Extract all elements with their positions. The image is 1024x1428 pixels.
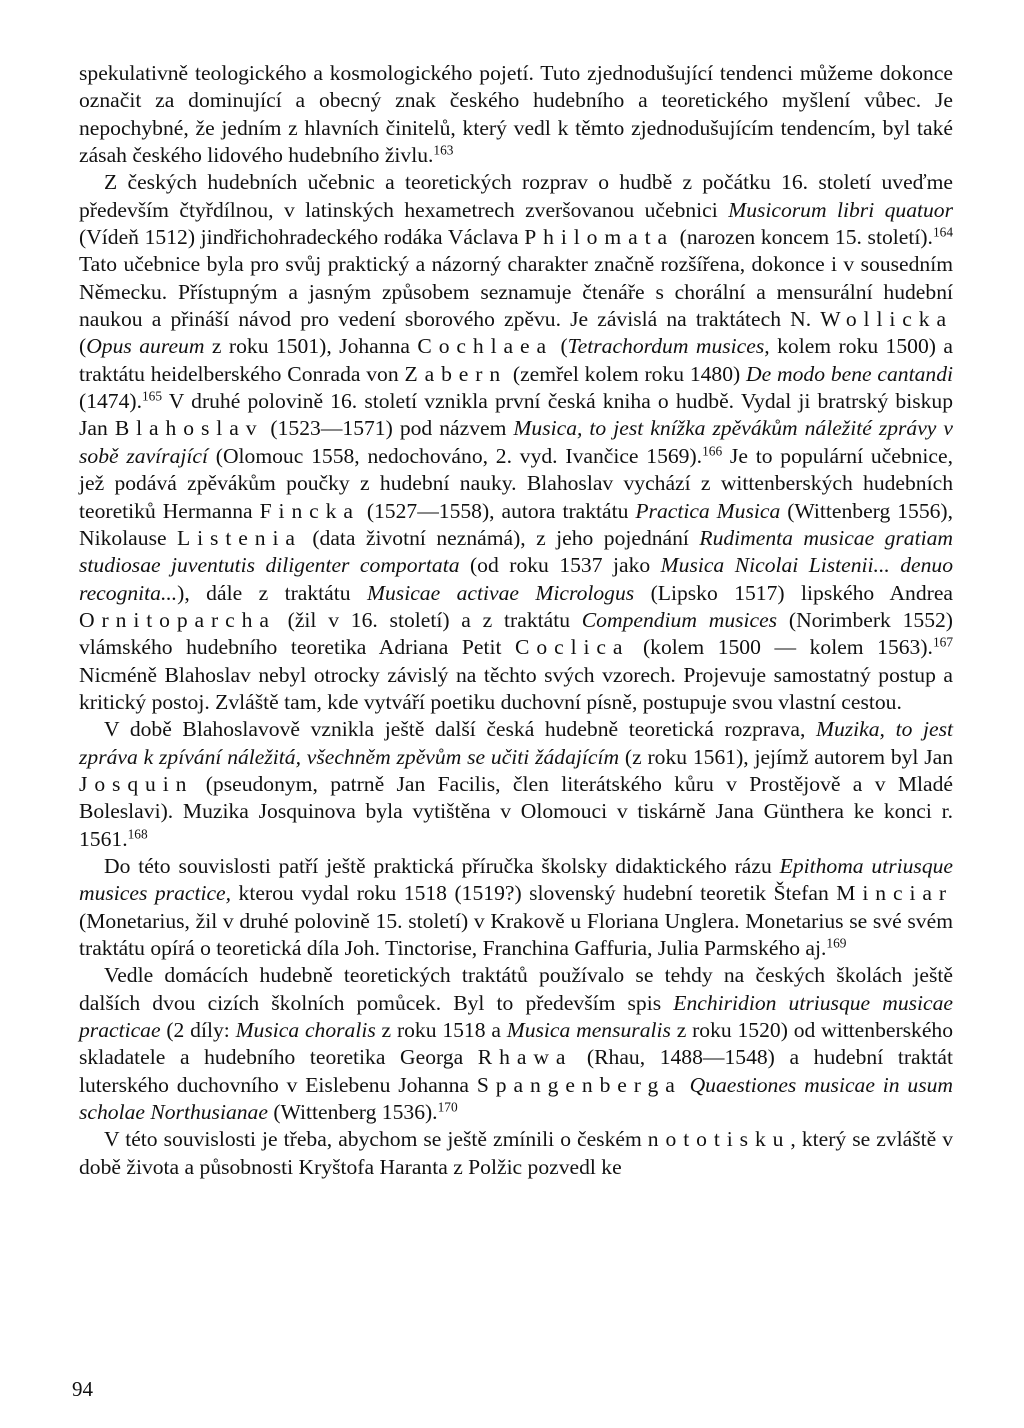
footnote-ref: 165 [141, 388, 163, 404]
text-run: (1527—1558), autora traktátu [359, 498, 636, 523]
text-run: (z roku 1561), jejímž autorem byl Jan [619, 744, 954, 769]
spaced-name: Wollicka [820, 307, 953, 332]
text-run: kolem roku 1500) a traktátu heidelberského Conrada von [79, 334, 953, 386]
text-run: (Wittenberg 1556), Nikolause [79, 498, 954, 550]
text-run: V době Blahoslavově vznikla ještě další česká hudebně teoretická rozprava, [104, 717, 816, 742]
footnote-ref: 167 [932, 634, 953, 650]
italic-title: De modo bene cantandi [746, 361, 953, 386]
spaced-name: Coclica [515, 635, 630, 660]
spaced-name: Zabern [404, 361, 508, 386]
text-run: Nicméně Blahoslav nebyl otrocky závislý na těchto svých vzorech. Projevuje samostatný postup a kritický postoj. Zvláště tam, kde vytváří poetiku duchovní písně, postupuje svou vlastní cestou. [79, 662, 953, 714]
spaced-name: Josquin [79, 771, 194, 796]
italic-title: Musica Nicolai Listenii... denuo recognita... [79, 553, 954, 605]
italic-title: Musicorum libri quatuor [728, 197, 953, 222]
italic-title: Opus aureum [86, 334, 205, 359]
text-run: , který se zvláště v době života a působnosti Kryštofa Haranta z Polžic pozvedl ke [79, 1127, 953, 1179]
spaced-name: Listenia [177, 525, 302, 550]
text-run: (Olomouc 1558, nedochováno, 2. vyd. Ivančice 1569). [207, 443, 703, 468]
spaced-name: Fincka [259, 498, 360, 523]
text-run: (zemřel kolem roku 1480) [507, 361, 747, 386]
paragraph [79, 60, 953, 169]
text-run: (Vídeň 1512) jindřichohradeckého rodáka Václava [79, 225, 525, 250]
text-run: Do této souvislosti patří ještě praktická příručka školsky didaktického rázu [104, 853, 780, 878]
spaced-name: Philomata [524, 225, 675, 250]
text-run: ( [79, 334, 87, 359]
text-run: Je to populární učebnice, jež podává zpěvákům poučky z hudební nauky. Blahoslav vychází z wittenberských hudebních teoretiků Hermanna [79, 443, 953, 523]
text-run: V této souvislosti je třeba, abychom se ještě zmínili o českém [104, 1127, 648, 1152]
italic-title: Practica Musica [635, 498, 781, 523]
italic-title: Rudimenta musicae gratiam studiosae juventutis diligenter comportata [79, 525, 953, 578]
text-run: (Norimberk 1552) vlámského hudebního teoretika Adriana Petit [79, 607, 953, 660]
text-run: ( [553, 334, 568, 359]
text-run: ), dále z traktátu [177, 580, 368, 605]
footnote-ref: 164 [932, 224, 953, 240]
italic-title: Musicae activae Micrologus [367, 580, 635, 605]
paragraph [79, 169, 953, 716]
paragraph [79, 716, 953, 853]
spaced-name: Minciar [836, 881, 953, 906]
italic-title: Compendium musices [581, 607, 778, 632]
text-run: (1523—1571) pod názvem [263, 416, 514, 441]
text-run: (žil v 16. století) a z traktátu [275, 607, 582, 632]
italic-title: Quaestiones musicae in usum scholae Northusianae [79, 1072, 953, 1125]
text-run: spekulativně teologického a kosmologického pojetí. Tuto zjednodušující tendenci můžeme dokonce označit za dominující a obecný znak českého hudebního a teoretického myšlení vůbec. Je nepochybné, že jedním z hlavních činitelů, který vedl k těmto zjednodušujícím tendencím, byl také zásah českého lidového hudebního živlu. [79, 61, 953, 168]
paragraph [79, 962, 953, 1126]
text-run: V druhé polovině 16. století vznikla první česká kniha o hudbě. Vydal ji bratrský biskup Jan [79, 389, 953, 441]
italic-title: Musica mensuralis [506, 1018, 671, 1043]
spaced-name: Rhawa [477, 1045, 573, 1070]
body-text [79, 60, 953, 1181]
text-run: z roku 1520) od wittenberského skladatele a hudebního teoretika Georga [79, 1018, 954, 1070]
footnote-ref: 170 [437, 1099, 458, 1115]
spaced-name: Ornitoparcha [79, 607, 276, 632]
text-run: (2 díly: [160, 1018, 236, 1043]
text-run: kterou vydal roku 1518 (1519?) slovenský hudební teoretik Štefan [231, 881, 837, 906]
footnote-ref: 169 [826, 935, 847, 951]
text-run: (1474). [79, 389, 142, 414]
text-run: (kolem 1500 — kolem 1563). [629, 635, 933, 660]
text-run [682, 1073, 690, 1097]
text-run: Tato učebnice byla pro svůj praktický a názorný charakter značně rozšířena, dokonce i v sousedním Německu. Přístupným a jasným způsobem seznamuje čtenáře s chorální a mensurální hudební naukou a přináší návod pro vedení sborového zpěvu. Je závislá na traktátech N. [79, 252, 953, 332]
italic-title: Enchiridion utriusque musicae practicae [79, 990, 954, 1043]
paragraph [79, 853, 953, 962]
footnote-ref: 166 [702, 443, 723, 459]
text-run: (Monetarius, žil v druhé polovině 15. století) v Krakově u Floriana Unglera. Monetarius se své svém traktátu opírá o teoretická díla Joh. Tinctorise, Franchina Gaffuria, Julia Parmského aj. [79, 908, 953, 960]
text-run: (data životní neznámá), z jeho pojednání [301, 525, 700, 550]
spaced-name: Spangenberga [476, 1072, 682, 1097]
text-run: (narozen koncem 15. století). [674, 225, 933, 250]
italic-title: Muzika, to jest zpráva k zpívání náležitá, všechněm zpěvům se učiti žádajícím [79, 717, 953, 769]
text-run: (od roku 1537 jako [459, 553, 661, 578]
text-run: (pseudonym, patrně Jan Facilis, člen literátského kůru v Prostějově a v Mladé Boleslavi). Muzika Josquinova byla vytištěna v Olomouci v tiskárně Jana Günthera ke konci r. 1561. [79, 771, 953, 851]
footnote-ref: 163 [433, 142, 454, 158]
page-number: 94 [72, 1377, 93, 1401]
text-run: z roku 1501), Johanna [204, 334, 418, 359]
italic-title: Musica choralis [235, 1018, 376, 1043]
footnote-ref: 168 [127, 826, 148, 842]
text-run: Z českých hudebních učebnic a teoretických rozprav o hudbě z počátku 16. století uveďme především čtyřdílnou, v latinských hexametrech zveršovanou učebnici [79, 170, 953, 222]
text-run: Vedle domácích hudebně teoretických traktátů používalo se tehdy na českých školách ještě dalších dvou cizích školních pomůcek. Byl to především spis [79, 963, 953, 1015]
spaced-name: Blahoslav [114, 416, 264, 441]
text-run: z roku 1518 a [375, 1018, 507, 1043]
text-run: (Rhau, 1488—1548) a hudební traktát luterského duchovního v Eislebenu Johanna [79, 1045, 953, 1097]
italic-title: Epithoma utriusque musices practice, [79, 853, 954, 906]
italic-title: Tetrachordum musices, [567, 334, 770, 359]
text-run: (Lipsko 1517) lipského Andrea [634, 580, 953, 605]
spaced-name: Cochlaea [417, 334, 554, 359]
text-run: (Wittenberg 1536). [267, 1100, 438, 1125]
italic-title: Musica, to jest knížka zpěvákům náležité zprávy v sobě zavírající [79, 416, 954, 468]
paragraph [79, 1126, 953, 1181]
spaced-name: nototisku [647, 1127, 791, 1152]
